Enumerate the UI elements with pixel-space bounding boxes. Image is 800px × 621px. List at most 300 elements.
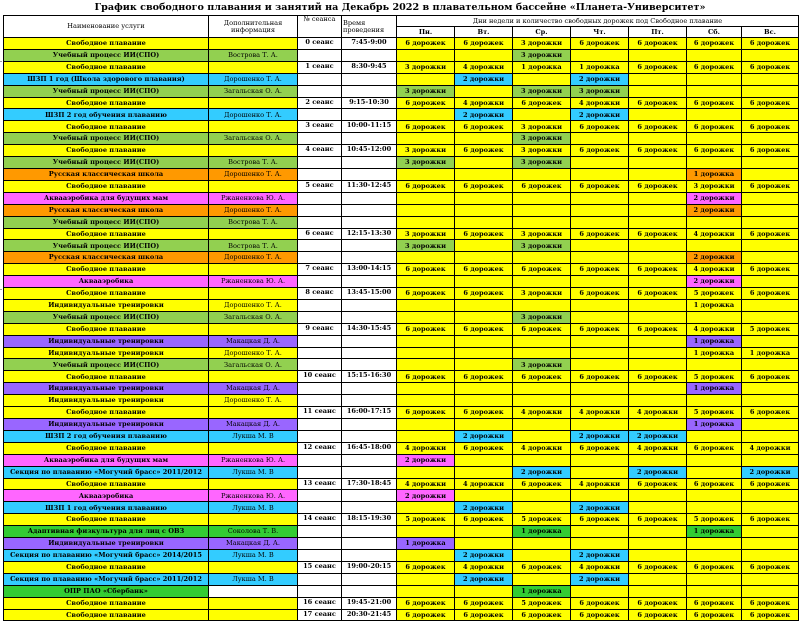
cell-col-session: 3 сеанс bbox=[298, 121, 342, 133]
cell-col-info bbox=[209, 442, 298, 454]
cell-col-info bbox=[209, 61, 298, 73]
cell-day-tue: 6 дорожек bbox=[455, 38, 513, 50]
cell-day-thu: 4 дорожки bbox=[571, 407, 629, 419]
cell-day-sat bbox=[687, 49, 742, 61]
cell-col-activity: Секция по плаванию «Могучий брасс» 2011/2012 bbox=[4, 573, 209, 585]
cell-day-sun bbox=[742, 133, 799, 145]
cell-col-info: Лукша М. В bbox=[209, 549, 298, 561]
cell-col-info: Дорошенко Т. А. bbox=[209, 109, 298, 121]
cell-day-sun bbox=[742, 311, 799, 323]
cell-day-mon bbox=[397, 526, 455, 538]
cell-day-mon: 3 дорожки bbox=[397, 228, 455, 240]
cell-col-activity: Свободное плавание bbox=[4, 264, 209, 276]
cell-day-wed bbox=[513, 276, 571, 288]
cell-day-thu bbox=[571, 49, 629, 61]
table-row bbox=[4, 419, 799, 431]
cell-col-time: 20:30-21:45 bbox=[342, 609, 397, 621]
cell-col-info: Загальская О. А. bbox=[209, 133, 298, 145]
cell-col-activity: Свободное плавание bbox=[4, 38, 209, 50]
cell-col-time bbox=[342, 383, 397, 395]
table-row bbox=[4, 478, 799, 490]
cell-day-sat: 2 дорожки bbox=[687, 276, 742, 288]
cell-day-thu: 6 дорожек bbox=[571, 145, 629, 157]
cell-day-thu: 6 дорожек bbox=[571, 228, 629, 240]
cell-col-activity: Свободное плавание bbox=[4, 180, 209, 192]
cell-day-thu: 6 дорожек bbox=[571, 597, 629, 609]
cell-day-thu bbox=[571, 490, 629, 502]
table-row bbox=[4, 383, 799, 395]
cell-day-sun bbox=[742, 502, 799, 514]
cell-day-sat: 5 дорожек bbox=[687, 514, 742, 526]
cell-day-thu bbox=[571, 276, 629, 288]
cell-day-sun bbox=[742, 335, 799, 347]
cell-day-tue bbox=[455, 383, 513, 395]
cell-col-activity: ОПР ПАО «Сбербанк» bbox=[4, 585, 209, 597]
cell-day-fri: 6 дорожек bbox=[629, 514, 687, 526]
cell-day-mon bbox=[397, 252, 455, 264]
cell-day-wed: 3 дорожки bbox=[513, 359, 571, 371]
table-row bbox=[4, 430, 799, 442]
cell-col-activity: Русская классическая школа bbox=[4, 204, 209, 216]
cell-day-wed bbox=[513, 168, 571, 180]
cell-day-wed bbox=[513, 192, 571, 204]
cell-day-tue: 6 дорожек bbox=[455, 145, 513, 157]
cell-col-info: Макацкая Д. А. bbox=[209, 335, 298, 347]
cell-day-wed bbox=[513, 252, 571, 264]
cell-col-activity: Свободное плавание bbox=[4, 407, 209, 419]
cell-col-session: 17 сеанс bbox=[298, 609, 342, 621]
cell-day-thu: 6 дорожек bbox=[571, 264, 629, 276]
cell-day-tue bbox=[455, 216, 513, 228]
cell-day-thu: 6 дорожек bbox=[571, 323, 629, 335]
cell-col-time bbox=[342, 526, 397, 538]
cell-day-wed bbox=[513, 538, 571, 550]
cell-col-activity: Свободное плавание bbox=[4, 121, 209, 133]
cell-day-fri: 6 дорожек bbox=[629, 288, 687, 300]
side-marker: - bbox=[0, 286, 3, 293]
table-row bbox=[4, 407, 799, 419]
cell-day-mon bbox=[397, 419, 455, 431]
cell-col-session bbox=[298, 109, 342, 121]
cell-day-fri bbox=[629, 359, 687, 371]
cell-day-fri bbox=[629, 419, 687, 431]
cell-day-sun bbox=[742, 73, 799, 85]
cell-day-mon bbox=[397, 109, 455, 121]
cell-day-tue bbox=[455, 335, 513, 347]
cell-col-info: Загальская О. А. bbox=[209, 85, 298, 97]
cell-day-mon: 6 дорожек bbox=[397, 561, 455, 573]
table-row bbox=[4, 347, 799, 359]
table-row bbox=[4, 252, 799, 264]
cell-day-sun bbox=[742, 49, 799, 61]
cell-col-time bbox=[342, 216, 397, 228]
cell-day-sun: 6 дорожек bbox=[742, 407, 799, 419]
cell-day-wed bbox=[513, 299, 571, 311]
cell-day-sun bbox=[742, 157, 799, 169]
cell-col-session bbox=[298, 204, 342, 216]
cell-col-info: Вострова Т. А. bbox=[209, 157, 298, 169]
cell-day-sat bbox=[687, 430, 742, 442]
cell-col-time bbox=[342, 299, 397, 311]
table-row bbox=[4, 395, 799, 407]
cell-day-sun: 6 дорожек bbox=[742, 180, 799, 192]
cell-col-activity: Индивидуальные тренировки bbox=[4, 419, 209, 431]
cell-day-sun: 6 дорожек bbox=[742, 288, 799, 300]
cell-day-thu: 2 дорожки bbox=[571, 573, 629, 585]
cell-day-mon bbox=[397, 502, 455, 514]
cell-day-thu: 6 дорожек bbox=[571, 121, 629, 133]
cell-day-sat: 5 дорожек bbox=[687, 371, 742, 383]
table-row bbox=[4, 323, 799, 335]
cell-col-session bbox=[298, 359, 342, 371]
cell-day-thu bbox=[571, 359, 629, 371]
cell-col-time bbox=[342, 347, 397, 359]
cell-day-thu bbox=[571, 383, 629, 395]
cell-col-time bbox=[342, 311, 397, 323]
cell-col-time: 10:45-12:00 bbox=[342, 145, 397, 157]
cell-day-tue bbox=[455, 204, 513, 216]
cell-day-fri bbox=[629, 347, 687, 359]
cell-col-time bbox=[342, 490, 397, 502]
table-row bbox=[4, 216, 799, 228]
cell-col-info bbox=[209, 228, 298, 240]
cell-col-info: Вострова Т. А. bbox=[209, 49, 298, 61]
cell-col-session bbox=[298, 549, 342, 561]
cell-col-session bbox=[298, 538, 342, 550]
table-row bbox=[4, 490, 799, 502]
cell-col-time: 19:00-20:15 bbox=[342, 561, 397, 573]
cell-col-time bbox=[342, 73, 397, 85]
cell-day-fri: 6 дорожек bbox=[629, 371, 687, 383]
cell-col-activity: Свободное плавание bbox=[4, 323, 209, 335]
cell-col-session bbox=[298, 490, 342, 502]
cell-day-thu: 2 дорожки bbox=[571, 502, 629, 514]
cell-col-time: 11:30-12:45 bbox=[342, 180, 397, 192]
cell-col-time: 18:15-19:30 bbox=[342, 514, 397, 526]
cell-day-thu bbox=[571, 204, 629, 216]
cell-col-activity: Аквааэробика bbox=[4, 276, 209, 288]
table-row bbox=[4, 514, 799, 526]
cell-col-info: Дорошенко Т. А. bbox=[209, 299, 298, 311]
cell-col-activity: Аквааэробика для будущих мам bbox=[4, 454, 209, 466]
cell-day-mon bbox=[397, 299, 455, 311]
cell-col-info bbox=[209, 38, 298, 50]
cell-col-time: 16:45-18:00 bbox=[342, 442, 397, 454]
cell-day-mon bbox=[397, 383, 455, 395]
cell-day-tue bbox=[455, 311, 513, 323]
cell-col-activity: Свободное плавание bbox=[4, 228, 209, 240]
cell-col-info bbox=[209, 121, 298, 133]
cell-day-sun: 6 дорожек bbox=[742, 478, 799, 490]
cell-day-wed bbox=[513, 419, 571, 431]
table-body bbox=[4, 38, 799, 621]
table-row bbox=[4, 299, 799, 311]
cell-day-sat: 6 дорожек bbox=[687, 97, 742, 109]
cell-col-info: Загальская О. А. bbox=[209, 311, 298, 323]
cell-day-fri bbox=[629, 109, 687, 121]
page-title: График свободного плавания и занятий на Декабрь 2022 в плавательном бассейне «Планета-Университет» bbox=[94, 2, 706, 13]
cell-col-session: 2 сеанс bbox=[298, 97, 342, 109]
cell-day-thu: 4 дорожки bbox=[571, 97, 629, 109]
header-day-wed: Ср. bbox=[513, 27, 571, 38]
cell-col-time bbox=[342, 252, 397, 264]
cell-day-sat: 1 дорожка bbox=[687, 526, 742, 538]
cell-day-sat bbox=[687, 538, 742, 550]
cell-day-fri: 6 дорожек bbox=[629, 264, 687, 276]
cell-day-sun: 4 дорожки bbox=[742, 442, 799, 454]
cell-col-info bbox=[209, 561, 298, 573]
cell-day-wed: 3 дорожки bbox=[513, 228, 571, 240]
table-row bbox=[4, 311, 799, 323]
cell-day-mon bbox=[397, 585, 455, 597]
cell-col-activity: Секция по плаванию «Могучий брасс» 2014/2015 bbox=[4, 549, 209, 561]
cell-day-mon bbox=[397, 466, 455, 478]
cell-day-tue bbox=[455, 490, 513, 502]
cell-day-wed: 1 дорожка bbox=[513, 61, 571, 73]
cell-day-sat bbox=[687, 85, 742, 97]
cell-day-fri: 2 дорожки bbox=[629, 430, 687, 442]
cell-col-info: Макацкая Д. А. bbox=[209, 419, 298, 431]
cell-day-thu bbox=[571, 585, 629, 597]
table-row bbox=[4, 121, 799, 133]
cell-col-time bbox=[342, 538, 397, 550]
cell-day-wed: 3 дорожки bbox=[513, 157, 571, 169]
cell-col-session bbox=[298, 466, 342, 478]
cell-day-wed bbox=[513, 490, 571, 502]
cell-day-wed: 4 дорожки bbox=[513, 407, 571, 419]
cell-day-sat: 1 дорожка bbox=[687, 383, 742, 395]
cell-col-session: 4 сеанс bbox=[298, 145, 342, 157]
header-day-tue: Вт. bbox=[455, 27, 513, 38]
cell-day-sun bbox=[742, 240, 799, 252]
cell-col-session bbox=[298, 216, 342, 228]
cell-day-mon: 2 дорожки bbox=[397, 454, 455, 466]
cell-day-fri: 2 дорожки bbox=[629, 466, 687, 478]
cell-day-tue: 2 дорожки bbox=[455, 502, 513, 514]
table-row bbox=[4, 228, 799, 240]
cell-col-session: 12 сеанс bbox=[298, 442, 342, 454]
cell-col-time bbox=[342, 133, 397, 145]
cell-day-mon: 2 дорожки bbox=[397, 490, 455, 502]
cell-day-wed: 5 дорожек bbox=[513, 514, 571, 526]
cell-col-info bbox=[209, 407, 298, 419]
cell-day-fri bbox=[629, 299, 687, 311]
cell-day-sat bbox=[687, 216, 742, 228]
cell-col-info: Вострова Т. А. bbox=[209, 216, 298, 228]
cell-col-session: 13 сеанс bbox=[298, 478, 342, 490]
cell-day-sat: 5 дорожек bbox=[687, 288, 742, 300]
cell-day-mon: 4 дорожки bbox=[397, 478, 455, 490]
cell-day-thu bbox=[571, 466, 629, 478]
cell-col-time bbox=[342, 430, 397, 442]
cell-day-sat: 1 дорожка bbox=[687, 335, 742, 347]
table-row bbox=[4, 359, 799, 371]
table-row bbox=[4, 168, 799, 180]
cell-day-thu: 4 дорожки bbox=[571, 478, 629, 490]
cell-col-info: Дорошенко Т. А. bbox=[209, 252, 298, 264]
cell-day-tue bbox=[455, 49, 513, 61]
cell-day-sun: 5 дорожек bbox=[742, 323, 799, 335]
cell-day-wed: 2 дорожки bbox=[513, 466, 571, 478]
cell-day-tue: 4 дорожки bbox=[455, 61, 513, 73]
cell-day-wed: 6 дорожек bbox=[513, 180, 571, 192]
cell-day-wed: 6 дорожек bbox=[513, 97, 571, 109]
cell-col-session bbox=[298, 133, 342, 145]
cell-col-session: 16 сеанс bbox=[298, 597, 342, 609]
header-day-mon: Пн. bbox=[397, 27, 455, 38]
table-row bbox=[4, 85, 799, 97]
cell-col-info bbox=[209, 609, 298, 621]
cell-day-sun: 6 дорожек bbox=[742, 264, 799, 276]
cell-col-activity: Свободное плавание bbox=[4, 478, 209, 490]
cell-day-mon bbox=[397, 192, 455, 204]
cell-day-sat bbox=[687, 454, 742, 466]
cell-col-activity: Индивидуальные тренировки bbox=[4, 383, 209, 395]
cell-day-sat bbox=[687, 73, 742, 85]
cell-day-fri bbox=[629, 526, 687, 538]
cell-col-session bbox=[298, 585, 342, 597]
cell-day-thu bbox=[571, 216, 629, 228]
table-row bbox=[4, 204, 799, 216]
side-marker: - bbox=[0, 58, 3, 65]
cell-col-activity: Свободное плавание bbox=[4, 61, 209, 73]
cell-day-sat: 6 дорожек bbox=[687, 38, 742, 50]
cell-day-tue bbox=[455, 276, 513, 288]
cell-col-info bbox=[209, 145, 298, 157]
table-row bbox=[4, 49, 799, 61]
cell-day-thu: 6 дорожек bbox=[571, 371, 629, 383]
cell-day-mon: 6 дорожек bbox=[397, 38, 455, 50]
cell-col-info: Лукша М. В bbox=[209, 502, 298, 514]
cell-col-time: 14:30-15:45 bbox=[342, 323, 397, 335]
cell-col-activity: Свободное плавание bbox=[4, 609, 209, 621]
cell-day-wed bbox=[513, 502, 571, 514]
cell-day-sun: 6 дорожек bbox=[742, 609, 799, 621]
cell-day-wed bbox=[513, 383, 571, 395]
cell-day-sun bbox=[742, 276, 799, 288]
cell-day-mon: 5 дорожек bbox=[397, 514, 455, 526]
cell-day-wed: 3 дорожки bbox=[513, 38, 571, 50]
cell-col-activity: ШЗП 1 год (Школа здорового плавания) bbox=[4, 73, 209, 85]
cell-day-tue bbox=[455, 526, 513, 538]
cell-col-session: 15 сеанс bbox=[298, 561, 342, 573]
cell-day-fri: 6 дорожек bbox=[629, 38, 687, 50]
cell-col-activity: Учебный процесс ИИ(СПО) bbox=[4, 49, 209, 61]
table-row bbox=[4, 561, 799, 573]
cell-day-sat: 4 дорожки bbox=[687, 228, 742, 240]
cell-col-info bbox=[209, 371, 298, 383]
cell-day-tue: 6 дорожек bbox=[455, 442, 513, 454]
table-row bbox=[4, 526, 799, 538]
cell-day-thu bbox=[571, 168, 629, 180]
cell-day-fri bbox=[629, 538, 687, 550]
cell-day-sat bbox=[687, 585, 742, 597]
cell-day-fri bbox=[629, 49, 687, 61]
cell-day-sun: 6 дорожек bbox=[742, 97, 799, 109]
cell-day-sun bbox=[742, 383, 799, 395]
cell-day-thu bbox=[571, 347, 629, 359]
cell-day-fri: 6 дорожек bbox=[629, 180, 687, 192]
cell-day-sat bbox=[687, 549, 742, 561]
cell-day-tue: 6 дорожек bbox=[455, 597, 513, 609]
cell-col-activity: Свободное плавание bbox=[4, 288, 209, 300]
cell-col-time bbox=[342, 240, 397, 252]
cell-day-sun bbox=[742, 573, 799, 585]
cell-col-activity: ШЗП 1 год обучения плаванию bbox=[4, 502, 209, 514]
cell-col-time bbox=[342, 109, 397, 121]
cell-day-sat bbox=[687, 573, 742, 585]
cell-day-fri bbox=[629, 252, 687, 264]
cell-day-sun: 6 дорожек bbox=[742, 38, 799, 50]
cell-day-tue: 2 дорожки bbox=[455, 549, 513, 561]
cell-col-time bbox=[342, 454, 397, 466]
cell-col-activity: Индивидуальные тренировки bbox=[4, 395, 209, 407]
table-header bbox=[4, 16, 799, 38]
cell-day-sun bbox=[742, 299, 799, 311]
cell-day-sun bbox=[742, 585, 799, 597]
cell-day-tue bbox=[455, 454, 513, 466]
header-day-sat: Сб. bbox=[687, 27, 742, 38]
cell-col-info: Ржаненкова Ю. А. bbox=[209, 192, 298, 204]
cell-day-mon bbox=[397, 204, 455, 216]
header-time: Время проведения bbox=[342, 16, 397, 38]
cell-day-sat bbox=[687, 395, 742, 407]
cell-day-wed: 6 дорожек bbox=[513, 561, 571, 573]
cell-day-tue: 6 дорожек bbox=[455, 228, 513, 240]
cell-day-fri bbox=[629, 85, 687, 97]
cell-day-sat: 2 дорожки bbox=[687, 192, 742, 204]
cell-day-tue bbox=[455, 466, 513, 478]
cell-day-tue: 2 дорожки bbox=[455, 73, 513, 85]
cell-col-activity: Индивидуальные тренировки bbox=[4, 538, 209, 550]
cell-col-info bbox=[209, 597, 298, 609]
cell-day-sun: 6 дорожек bbox=[742, 371, 799, 383]
cell-day-fri bbox=[629, 216, 687, 228]
cell-day-sun bbox=[742, 85, 799, 97]
table-row bbox=[4, 585, 799, 597]
cell-day-wed: 3 дорожки bbox=[513, 145, 571, 157]
cell-col-info: Загальская О. А. bbox=[209, 359, 298, 371]
cell-day-sun: 6 дорожек bbox=[742, 597, 799, 609]
cell-day-sat: 6 дорожек bbox=[687, 145, 742, 157]
cell-day-mon: 4 дорожки bbox=[397, 442, 455, 454]
cell-day-sat: 6 дорожек bbox=[687, 478, 742, 490]
cell-day-mon bbox=[397, 395, 455, 407]
cell-day-tue bbox=[455, 538, 513, 550]
cell-day-fri bbox=[629, 549, 687, 561]
cell-col-activity: Свободное плавание bbox=[4, 145, 209, 157]
cell-day-thu bbox=[571, 419, 629, 431]
cell-day-mon: 3 дорожки bbox=[397, 157, 455, 169]
cell-day-wed: 3 дорожки bbox=[513, 311, 571, 323]
cell-day-fri bbox=[629, 573, 687, 585]
cell-day-thu: 4 дорожки bbox=[571, 561, 629, 573]
cell-col-time bbox=[342, 157, 397, 169]
cell-day-thu bbox=[571, 133, 629, 145]
cell-day-sun bbox=[742, 538, 799, 550]
cell-col-time bbox=[342, 585, 397, 597]
table-row bbox=[4, 288, 799, 300]
cell-col-activity: Свободное плавание bbox=[4, 561, 209, 573]
cell-col-activity: Учебный процесс ИИ(СПО) bbox=[4, 216, 209, 228]
cell-day-fri bbox=[629, 395, 687, 407]
cell-col-activity: Секция по плаванию «Могучий брасс» 2011/2012 bbox=[4, 466, 209, 478]
cell-day-mon: 3 дорожки bbox=[397, 85, 455, 97]
cell-day-mon bbox=[397, 168, 455, 180]
cell-col-session bbox=[298, 252, 342, 264]
cell-day-sun: 6 дорожек bbox=[742, 61, 799, 73]
table-row bbox=[4, 264, 799, 276]
